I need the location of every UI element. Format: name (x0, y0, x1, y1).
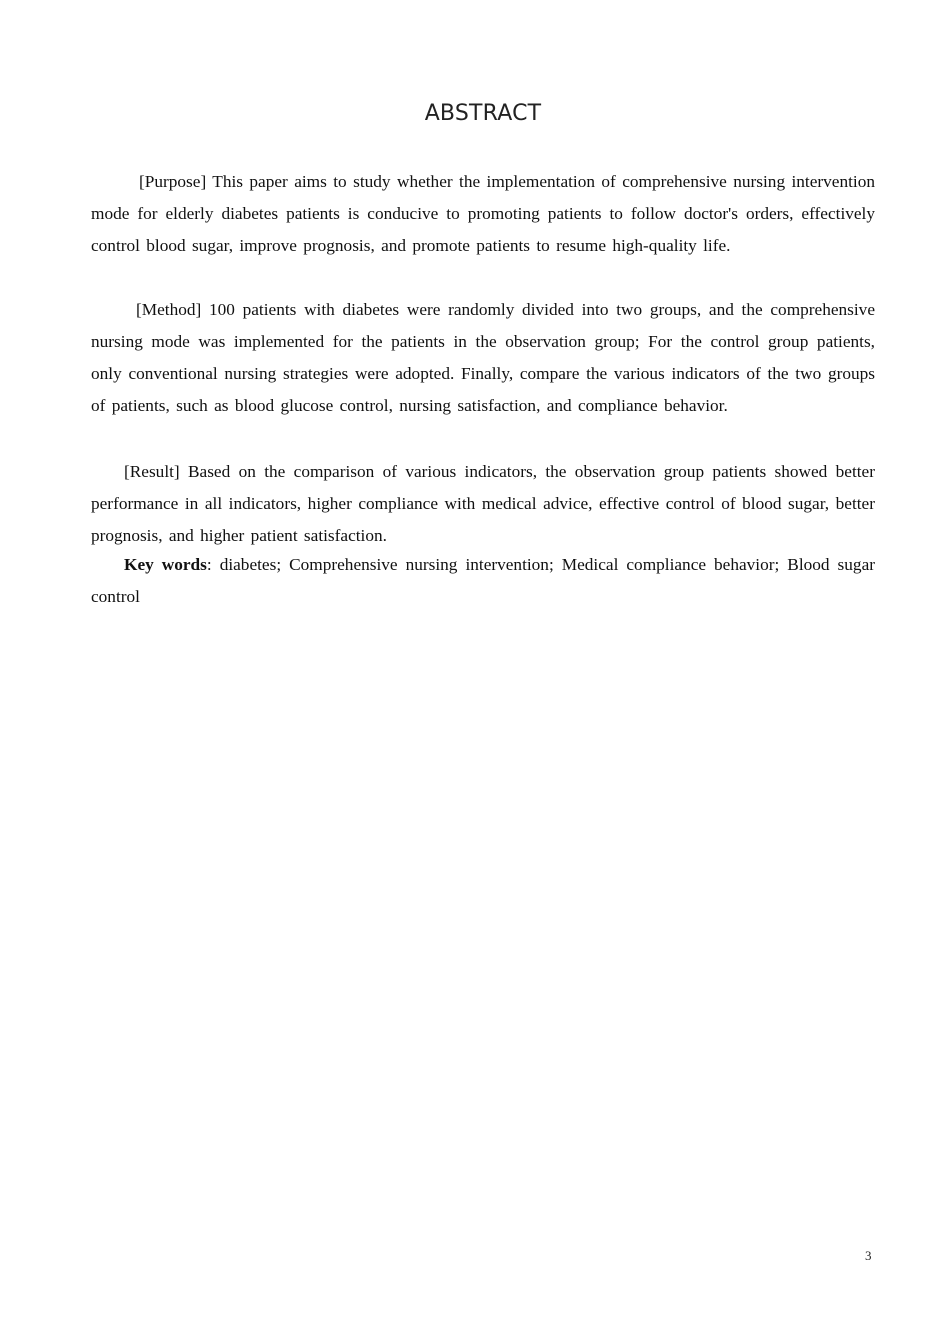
abstract-title: ABSTRACT (424, 101, 542, 126)
keywords-text: : diabetes; Comprehensive nursing intervention; Medical compliance behavior; Blood sugar control (91, 555, 875, 606)
page-number: 3 (865, 1248, 872, 1263)
purpose-paragraph (91, 166, 875, 262)
keywords-label: Key words (124, 555, 207, 574)
method-text: [Method] 100 patients with diabetes were randomly divided into two groups, and the comprehensive nursing mode was implemented for the patients in the observation group; For the control group patients, only conventional nursing strategies were adopted. Finally, compare the various indicators of the two groups of patients, such as blood glucose control, nursing satisfaction, and compliance behavior. (91, 300, 875, 415)
result-paragraph (91, 456, 875, 552)
method-paragraph (91, 294, 875, 422)
keywords-paragraph (91, 549, 875, 613)
keywords-line (91, 549, 875, 613)
result-text: [Result] Based on the comparison of various indicators, the observation group patients showed better performance in all indicators, higher compliance with medical advice, effective control of blood sugar, better prognosis, and higher patient satisfaction. (91, 462, 875, 545)
purpose-text: [Purpose] This paper aims to study whether the implementation of comprehensive nursing intervention mode for elderly diabetes patients is conducive to promoting patients to follow doctor's orders, effectively control blood sugar, improve prognosis, and promote patients to resume high-quality life. (91, 172, 875, 255)
